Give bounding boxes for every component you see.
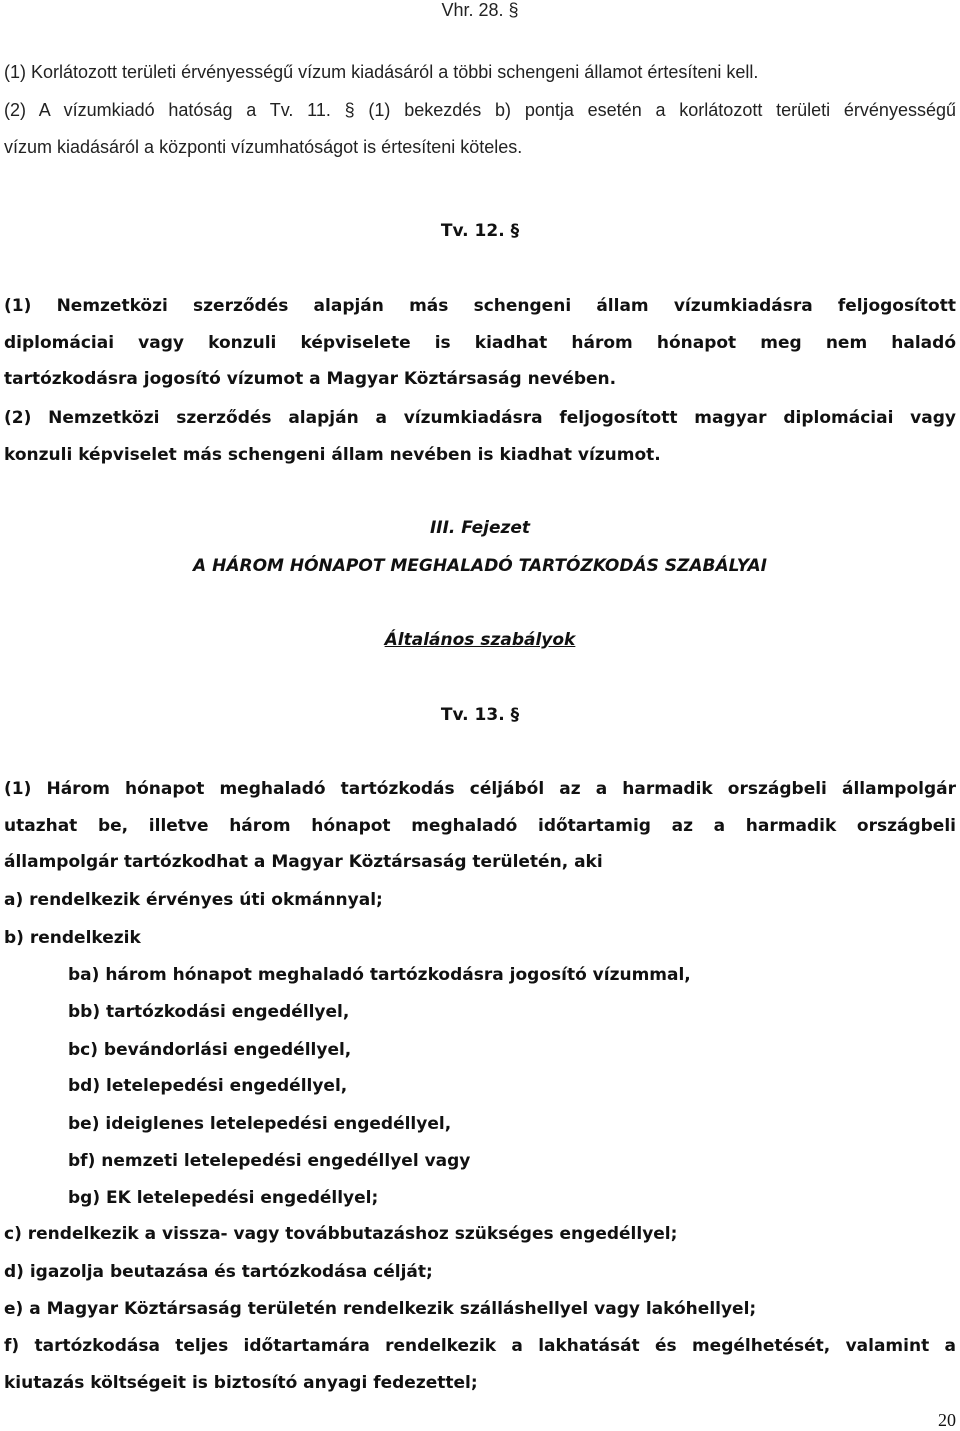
vhr28-paragraph-2-line-2: vízum kiadásáról a központi vízumhatóságot is értesíteni köteles.	[4, 137, 523, 157]
list-item-ba: ba) három hónapot meghaladó tartózkodásra jogosító vízummal,	[68, 965, 691, 985]
list-item-bf: bf) nemzeti letelepedési engedéllyel vagy	[68, 1151, 471, 1171]
tv12-paragraph-2-line-1: (2) Nemzetközi szerződés alapján a vízumkiadásra feljogosított magyar diplomáciai vagy	[4, 408, 956, 428]
vhr-28-heading: Vhr. 28. §	[441, 0, 519, 20]
list-item-d: d) igazolja beutazása és tartózkodása célját;	[4, 1262, 433, 1282]
tv-12-heading: Tv. 12. §	[440, 221, 520, 241]
tv12-paragraph-2-line-2: konzuli képviselet más schengeni állam nevében is kiadhat vízumot.	[4, 445, 661, 465]
tv12-paragraph-1-line-2: diplomáciai vagy konzuli képviselete is kiadhat három hónapot meg nem haladó	[4, 333, 956, 353]
list-item-bc: bc) bevándorlási engedéllyel,	[68, 1040, 352, 1060]
tv12-paragraph-1-line-1: (1) Nemzetközi szerződés alapján más schengeni állam vízumkiadásra feljogosított	[4, 296, 956, 316]
list-item-be: be) ideiglenes letelepedési engedéllyel,	[68, 1114, 452, 1134]
tv13-paragraph-1-line-1: (1) Három hónapot meghaladó tartózkodás céljából az a harmadik országbeli állampolgár	[4, 779, 956, 799]
list-item-bg: bg) EK letelepedési engedéllyel;	[68, 1188, 379, 1208]
tv13-paragraph-1-line-2: utazhat be, illetve három hónapot meghaladó időtartamig az a harmadik országbeli	[4, 816, 956, 836]
vhr28-paragraph-2-line-1: (2) A vízumkiadó hatóság a Tv. 11. § (1) bekezdés b) pontja esetén a korlátozott területi érvényességű	[4, 100, 956, 120]
list-item-f-line-1: f) tartózkodása teljes időtartamára rendelkezik a lakhatását és megélhetését, valamint a	[4, 1336, 956, 1356]
chapter-subtitle: Általános szabályok	[384, 630, 576, 650]
vhr28-paragraph-1: (1) Korlátozott területi érvényességű vízum kiadásáról a többi schengeni államot értesíteni kell.	[4, 62, 759, 82]
tv12-paragraph-1-line-3: tartózkodásra jogosító vízumot a Magyar Köztársaság nevében.	[4, 369, 617, 389]
list-item-bb: bb) tartózkodási engedéllyel,	[68, 1002, 350, 1022]
tv-13-heading: Tv. 13. §	[440, 705, 520, 725]
list-item-c: c) rendelkezik a vissza- vagy továbbutazáshoz szükséges engedéllyel;	[4, 1224, 678, 1244]
list-item-e: e) a Magyar Köztársaság területén rendelkezik szálláshellyel vagy lakóhellyel;	[4, 1299, 757, 1319]
list-item-b: b) rendelkezik	[4, 928, 141, 948]
list-item-bd: bd) letelepedési engedéllyel,	[68, 1076, 348, 1096]
page-number: 20	[938, 1410, 956, 1430]
chapter-title: A HÁROM HÓNAPOT MEGHALADÓ TARTÓZKODÁS SZABÁLYAI	[193, 556, 767, 576]
tv13-paragraph-1-line-3: állampolgár tartózkodhat a Magyar Köztársaság területén, aki	[4, 852, 603, 872]
chapter-number: III. Fejezet	[429, 518, 531, 538]
list-item-f-line-2: kiutazás költségeit is biztosító anyagi fedezettel;	[4, 1373, 478, 1393]
list-item-a: a) rendelkezik érvényes úti okmánnyal;	[4, 890, 383, 910]
